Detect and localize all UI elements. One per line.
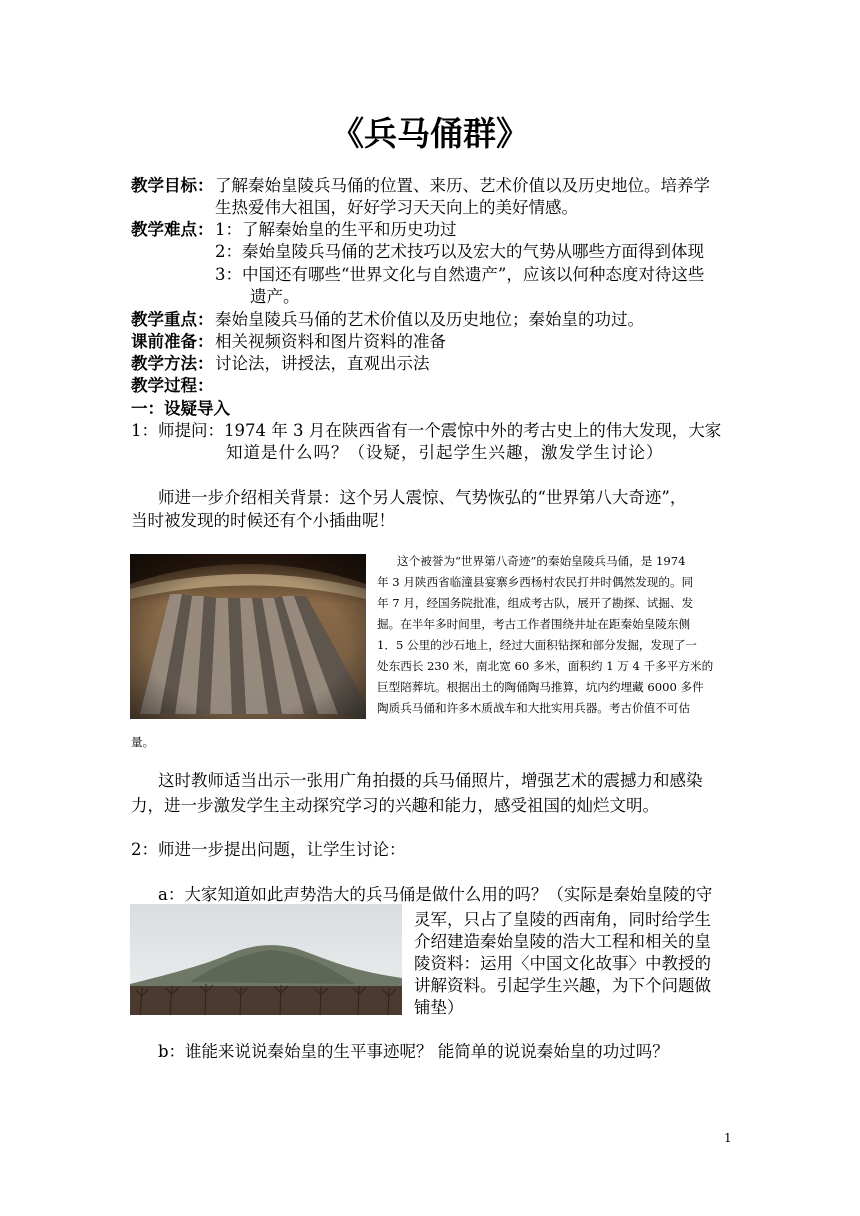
caption-line-7: 巨型陪葬坑。根据出土的陶俑陶马推算，坑内约埋藏 6000 多件 — [377, 680, 704, 694]
caption-line-8: 陶质兵马俑和许多木质战车和大批实用兵器。考古价值不可估 — [377, 701, 691, 715]
section-heading: 一：设疑导入 — [131, 399, 230, 418]
question-1-line-1: 1：师提问：1974 年 3 月在陕西省有一个震惊中外的考古史上的伟大发现，大家 — [131, 421, 722, 440]
page-number: 1 — [724, 1131, 732, 1145]
question-a-line-3: 介绍建造秦始皇陵的浩大工程和相关的皇 — [414, 932, 711, 951]
caption-line-6: 处东西长 230 米，南北宽 60 多米，面积约 1 万 4 千多平方米的 — [377, 659, 714, 673]
caption-line-4: 掘。在半年多时间里，考古工作者围绕井址在距秦始皇陵东侧 — [377, 617, 691, 631]
prep-text: 相关视频资料和图片资料的准备 — [215, 332, 446, 351]
wide-photo-line-1: 这时教师适当出示一张用广角拍摄的兵马俑照片，增强艺术的震撼力和感染 — [158, 771, 703, 790]
difficulty-label: 教学难点： — [131, 220, 214, 239]
method-text: 讨论法，讲授法，直观出示法 — [215, 354, 430, 373]
question-a-line-1: a：大家知道如此声势浩大的兵马俑是做什么用的吗？（实际是秦始皇陵的守 — [158, 885, 713, 904]
goal-label: 教学目标： — [131, 176, 214, 195]
method-label: 教学方法： — [131, 354, 214, 373]
process-label: 教学过程： — [131, 376, 214, 395]
prep-label: 课前准备： — [131, 332, 214, 351]
difficulty-item-3: 3：中国还有哪些“世界文化与自然遗产”，应该以何种态度对待这些 — [215, 265, 705, 284]
caption-line-5: 1．5 公里的沙石地上，经过大面积钻探和部分发掘，发现了一 — [377, 638, 697, 652]
question-b: b：谁能来说说秦始皇的生平事迹呢？ 能简单的说说秦始皇的功过吗？ — [158, 1042, 669, 1061]
mausoleum-mound-photo — [130, 904, 402, 1015]
caption-line-1: 这个被誉为“世界第八奇迹”的秦始皇陵兵马俑，是 1974 — [397, 554, 686, 568]
page-title: 《兵马俑群》 — [331, 114, 529, 153]
difficulty-item-2: 2：秦始皇陵兵马俑的艺术技巧以及宏大的气势从哪些方面得到体现 — [215, 242, 704, 261]
wide-photo-line-2: 力，进一步激发学生主动探究学习的兴趣和能力，感受祖国的灿烂文明。 — [131, 796, 659, 815]
question-a-line-2: 灵军，只占了皇陵的西南角，同时给学生 — [414, 910, 711, 929]
intro-line-1: 师进一步介绍相关背景：这个另人震惊、气势恢弘的“世界第八大奇迹”， — [158, 488, 687, 507]
keypoint-label: 教学重点： — [131, 310, 214, 329]
question-a-line-4: 陵资料：运用〈中国文化故事〉中教授的 — [414, 954, 711, 973]
terracotta-army-photo — [130, 554, 366, 719]
goal-line-1: 了解秦始皇陵兵马俑的位置、来历、艺术价值以及历史地位。培养学 — [215, 176, 710, 195]
goal-line-2: 生热爱伟大祖国，好好学习天天向上的美好情感。 — [215, 198, 578, 217]
difficulty-item-3-cont: 遗产。 — [250, 287, 300, 306]
intro-line-2: 当时被发现的时候还有个小插曲呢！ — [131, 511, 395, 530]
question-2: 2：师进一步提出问题，让学生讨论： — [131, 840, 406, 859]
keypoint-text: 秦始皇陵兵马俑的艺术价值以及历史地位；秦始皇的功过。 — [215, 310, 644, 329]
caption-line-2: 年 3 月陕西省临潼县宴寨乡西杨村农民打井时偶然发现的。同 — [377, 575, 694, 589]
difficulty-item-1: 1：了解秦始皇的生平和历史功过 — [215, 220, 457, 239]
question-1-line-2: 知道是什么吗？（设疑，引起学生兴趣，激发学生讨论） — [226, 443, 664, 462]
caption-line-3: 年 7 月，经国务院批准，组成考古队，展开了勘探、试掘、发 — [377, 596, 694, 610]
question-a-line-5: 讲解资料。引起学生兴趣，为下个问题做 — [414, 976, 711, 995]
question-a-line-6: 铺垫） — [414, 998, 464, 1017]
caption-end: 量。 — [131, 735, 155, 749]
